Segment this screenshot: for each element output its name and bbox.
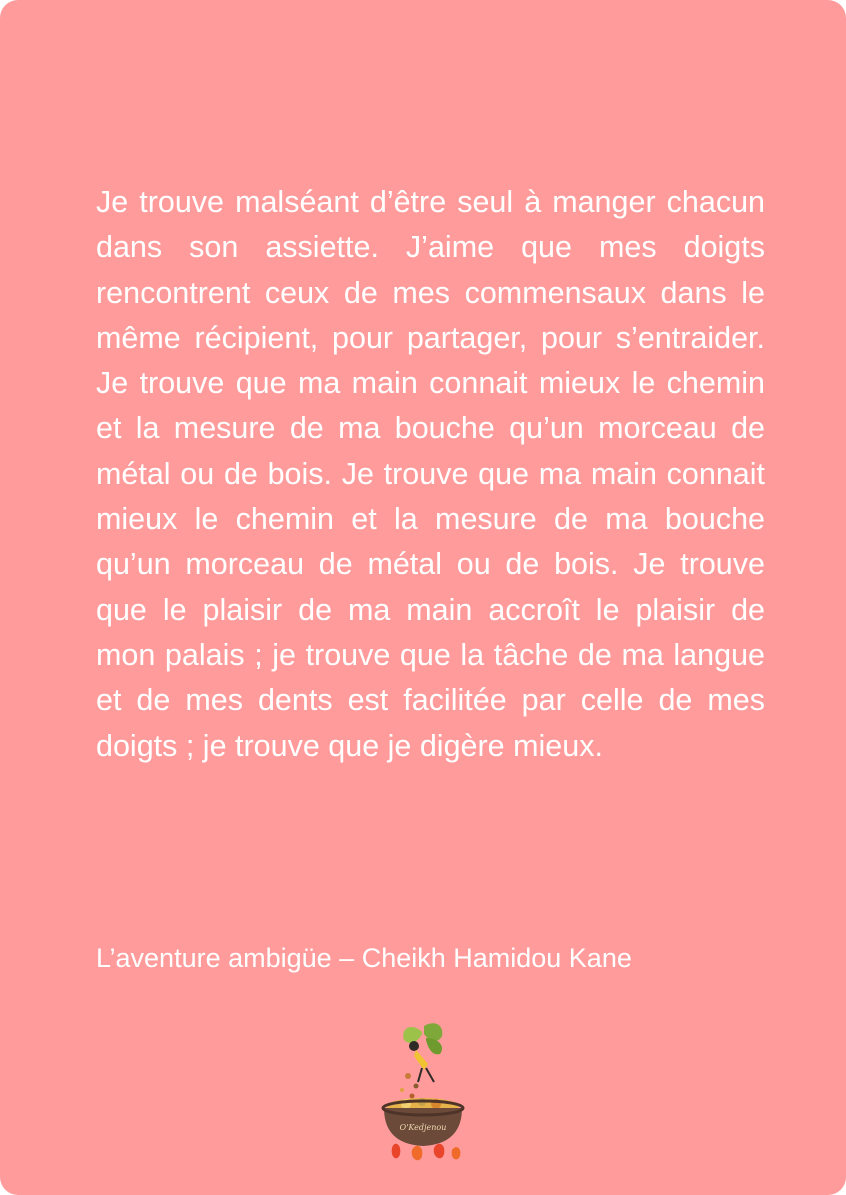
brand-logo (372, 1020, 474, 1168)
quote-source: L’aventure ambigüe – Cheikh Hamidou Kane (96, 943, 632, 973)
logo-text: O'Kedjenou (399, 1123, 447, 1132)
quote-text: Je trouve malséant d’être seul à manger chacun dans son assiette. J’aime que mes doigts rencontrent ceux de mes commensaux dans le même récipient, pour partager, pour s’entraider. Je trouve que ma main connait mieux le chemin et la mesure de ma bouche qu’un morceau de métal ou de bois. Je trouve que ma main connait mieux le chemin et la mesure de ma bouche qu’un morceau de métal ou de bois. Je trouve que le plaisir de ma main accroît le plaisir de mon palais ; je trouve que la tâche de ma langue et de mes dents est facilitée par celle de mes doigts ; je trouve que je digère mieux. (96, 185, 765, 763)
cooking-pot-fairy-logo-icon (372, 1020, 474, 1168)
